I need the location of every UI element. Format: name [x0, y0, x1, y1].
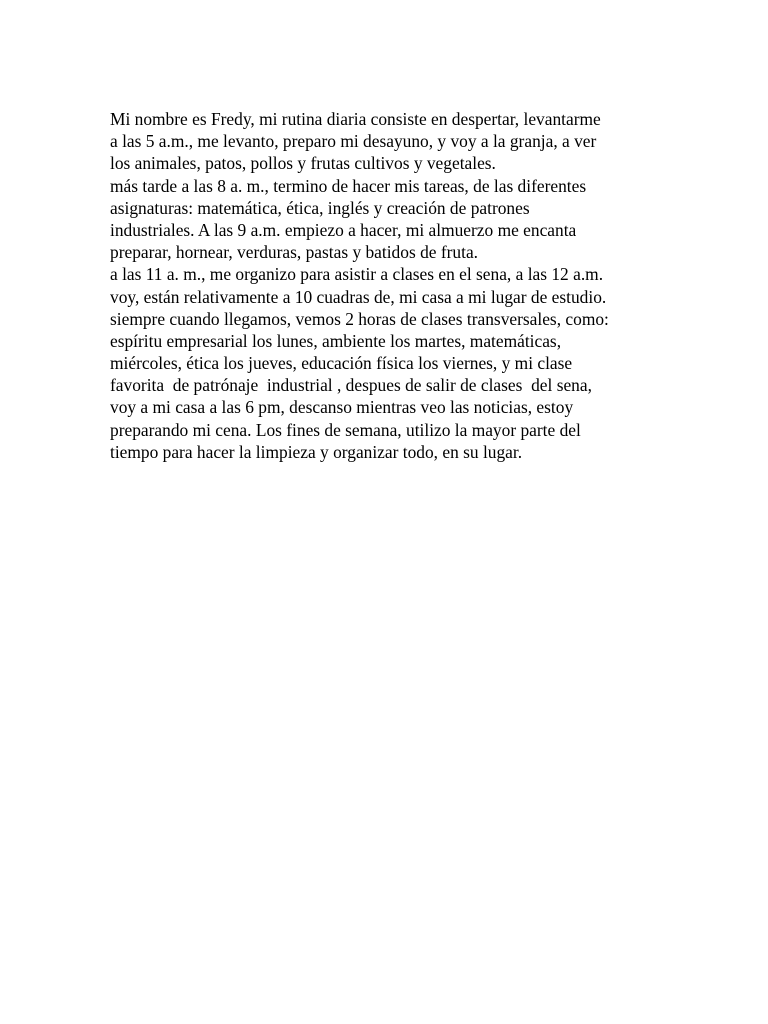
text-line-6: industriales. A las 9 a.m. empiezo a hacer, mi almuerzo me encanta	[110, 219, 577, 240]
text-line-12: miércoles, ética los jueves, educación física los viernes, y mi clase	[110, 353, 573, 374]
text-line-5: asignaturas: matemática, ética, inglés y creación de patrones	[110, 197, 530, 218]
text-line-2: a las 5 a.m., me levanto, preparo mi desayuno, y voy a la granja, a ver	[110, 131, 597, 152]
text-line-4: más tarde a las 8 a. m., termino de hacer mis tareas, de las diferentes	[110, 175, 587, 196]
text-line-14: voy a mi casa a las 6 pm, descanso mientras veo las noticias, estoy	[110, 397, 574, 418]
text-line-7: preparar, hornear, verduras, pastas y batidos de fruta.	[110, 242, 479, 263]
text-line-16: tiempo para hacer la limpieza y organizar todo, en su lugar.	[110, 441, 523, 462]
text-line-15: preparando mi cena. Los fines de semana, utilizo la mayor parte del	[110, 419, 581, 440]
document-body	[110, 108, 670, 463]
text-line-3: los animales, patos, pollos y frutas cultivos y vegetales.	[110, 153, 496, 174]
text-line-9: voy, están relativamente a 10 cuadras de, mi casa a mi lugar de estudio.	[110, 286, 607, 307]
text-line-11: espíritu empresarial los lunes, ambiente los martes, matemáticas,	[110, 330, 562, 351]
text-line-1: Mi nombre es Fredy, mi rutina diaria consiste en despertar, levantarme	[110, 109, 601, 129]
text-line-8: a las 11 a. m., me organizo para asistir a clases en el sena, a las 12 a.m.	[110, 264, 604, 285]
text-line-10: siempre cuando llegamos, vemos 2 horas de clases transversales, como:	[110, 308, 609, 329]
text-line-13: favorita de patrónaje industrial , despues de salir de clases del sena,	[110, 375, 592, 396]
